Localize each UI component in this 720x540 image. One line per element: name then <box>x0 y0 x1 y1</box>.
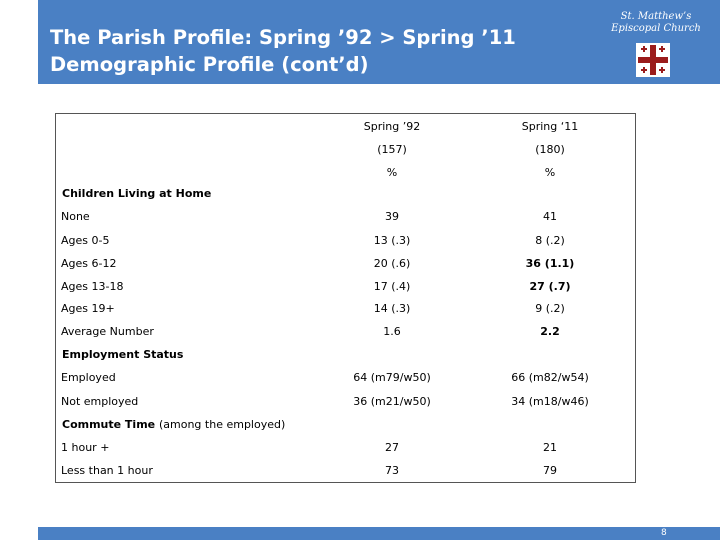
column-header-2011: Spring ‘11 <box>521 120 579 133</box>
value-1992: 73 <box>385 464 399 477</box>
unit-label-2011: % <box>544 166 556 179</box>
logo-line-2: Episcopal Church <box>611 23 701 34</box>
value-1992: 64 (m79/w50) <box>353 371 431 384</box>
column-header-1992: Spring ’92 <box>363 120 421 133</box>
row-label: Ages 0-5 <box>61 234 110 247</box>
section-title-commute <box>62 418 285 431</box>
row-label: Ages 6-12 <box>61 257 117 270</box>
value-1992: 1.6 <box>383 325 401 338</box>
cross-icon <box>636 43 670 77</box>
title-line-2: Demographic Profile (cont’d) <box>50 53 369 76</box>
logo-line-1: St. Matthew’s <box>620 11 692 22</box>
title-line-1: The Parish Profile: Spring ’92 > Spring ’11 <box>50 26 516 49</box>
commute-title: Commute Time <box>62 418 156 431</box>
row-label: Less than 1 hour <box>61 464 153 477</box>
row-label: Ages 19+ <box>61 302 115 315</box>
value-2011: 21 <box>543 441 557 454</box>
value-2011: 2.2 <box>540 325 560 338</box>
row-label: Not employed <box>61 395 139 408</box>
value-2011: 34 (m18/w46) <box>511 395 589 408</box>
row-label: Ages 13-18 <box>61 280 124 293</box>
unit-label-1992: % <box>386 166 398 179</box>
value-2011: 66 (m82/w54) <box>511 371 589 384</box>
value-2011: 27 (.7) <box>529 280 571 293</box>
church-logo-text <box>604 11 708 35</box>
value-1992: 36 (m21/w50) <box>353 395 431 408</box>
value-1992: 14 (.3) <box>373 302 411 315</box>
commute-subtitle: (among the employed) <box>158 418 286 431</box>
value-2011: 8 (.2) <box>535 234 565 247</box>
sample-count-2011: (180) <box>535 143 565 156</box>
value-1992: 13 (.3) <box>373 234 411 247</box>
section-title-children: Children Living at Home <box>62 187 212 200</box>
value-1992: 17 (.4) <box>373 280 411 293</box>
section-title-employment: Employment Status <box>62 348 184 361</box>
slide-title <box>50 24 516 78</box>
row-label: None <box>61 210 90 223</box>
value-1992: 27 <box>385 441 399 454</box>
value-2011: 79 <box>543 464 557 477</box>
value-2011: 9 (.2) <box>535 302 565 315</box>
value-1992: 39 <box>385 210 399 223</box>
page-number: 8 <box>661 528 667 538</box>
value-2011: 36 (1.1) <box>525 257 575 270</box>
value-1992: 20 (.6) <box>373 257 411 270</box>
value-2011: 41 <box>543 210 557 223</box>
footer-bar <box>38 527 720 540</box>
row-label: 1 hour + <box>61 441 110 454</box>
row-label: Average Number <box>61 325 154 338</box>
row-label: Employed <box>61 371 116 384</box>
sample-count-1992: (157) <box>377 143 407 156</box>
